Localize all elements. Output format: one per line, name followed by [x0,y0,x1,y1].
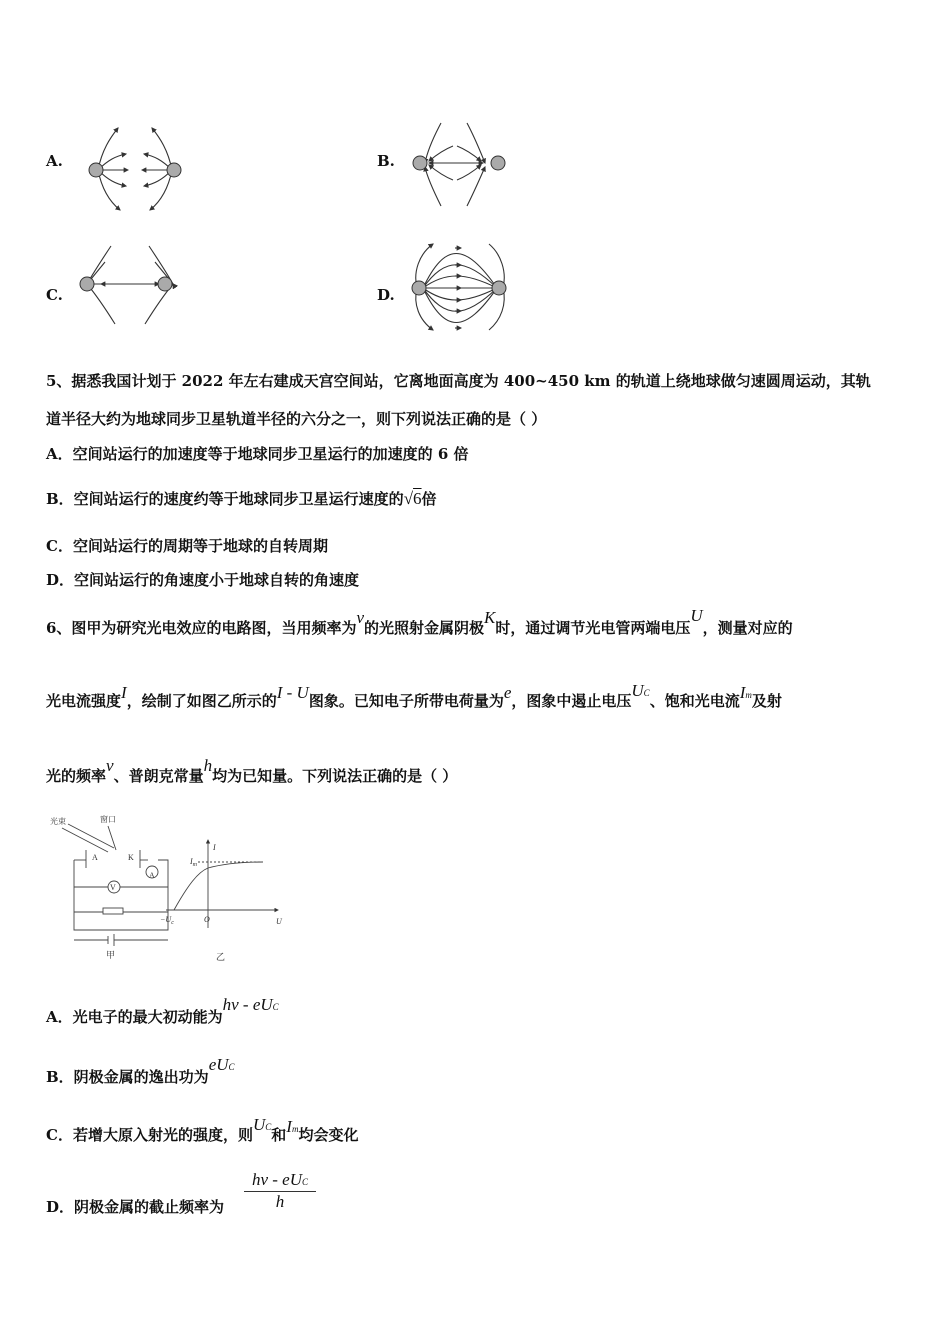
q5-stem-line1: 5、据悉我国计划于 2022 年左右建成天宫空间站，它离地面高度为 400~450 km 的轨道上绕地球做匀速圆周运动，其轨 [46,372,871,390]
q6-option-b-text: B．阴极金属的逸出功为 [46,1068,209,1086]
q6-text: 光电流强度 [46,692,122,710]
q6-text: ，绘制了如图乙所示的 [126,692,277,710]
q6-option-c-text: C．若增大原入射光的强度，则 [46,1126,253,1144]
field-diagram-c [75,240,185,330]
fig-neg-uc-sub: c [171,920,174,926]
symbol-uc [631,681,649,700]
q6-option-b-sub: C [228,1062,235,1072]
fig-light-label: 光束 [50,817,66,826]
q6-stem-line3 [46,756,458,786]
q6-text: ，图象中遏止电压 [511,692,632,710]
q5-option-c: C．空间站运行的周期等于地球的自转周期 [46,537,328,555]
q5-option-b-text: B．空间站运行的速度约等于地球同步卫星运行速度的 [46,490,404,508]
q5-stem-line2: 道半径大约为地球同步卫星轨道半径的六分之一，则下列说法正确的是（ ） [46,410,547,428]
q6-option-c-uc-sub: C [265,1122,272,1132]
symbol-im-sub: m [745,690,752,700]
q6-option-d-fraction [244,1170,316,1212]
symbol-h: h [203,756,213,775]
q6-option-c-suffix: 均会变化 [298,1126,359,1144]
fraction-denominator: h [275,1192,285,1211]
q5-option-b [46,488,437,509]
fraction-numerator-text: hν - eU [251,1170,302,1189]
symbol-k: K [484,608,496,627]
q6-option-c-im-main: I [286,1117,292,1136]
symbol-im-main: I [739,683,746,702]
symbol-uc-main: U [631,681,644,700]
q6-option-b [46,1055,235,1087]
option-a-label: A. [46,152,63,170]
q6-option-c-and: 和 [271,1126,287,1144]
q6-option-c-im-sub: m [291,1124,299,1134]
q5-option-b-radicand: 6 [413,489,422,508]
fraction-numerator [244,1170,316,1192]
fig-window-label: 窗口 [100,815,116,824]
symbol-e: e [503,683,512,702]
q6-stem-line1 [46,606,793,638]
q6-option-d-text: D．阴极金属的截止频率为 [46,1198,225,1216]
q6-option-b-formula: eU [208,1055,229,1074]
q6-option-d [46,1196,224,1217]
symbol-v: v [356,608,364,627]
q6-option-a-sub: C [272,1002,279,1012]
q6-text: 及射 [751,692,782,710]
fig-origin: O [204,915,210,924]
q5-option-d: D．空间站运行的角速度小于地球自转的角速度 [46,571,360,589]
sqrt-icon: √6 [403,489,422,508]
symbol-im [740,683,752,702]
fig-im-label [189,857,198,868]
q6-text: 时，通过调节光电管两端电压 [495,619,691,637]
q6-option-c-uc-main: U [252,1115,266,1134]
fig-im-main: I [190,857,193,866]
fig-i-axis: I [213,843,216,852]
q6-option-c [46,1115,359,1145]
q6-figure [48,810,288,965]
q6-option-c-uc [253,1115,271,1134]
fig-yi-label: 乙 [216,952,226,962]
q6-text: 的光照射金属阴极 [364,619,485,637]
option-b-label: B. [377,152,395,170]
q6-text: 图象。已知电子所带电荷量为 [308,692,504,710]
q6-text: ，测量对应的 [702,619,793,637]
symbol-i-u: I - U [276,683,309,702]
option-c-label: C. [46,286,63,304]
q6-option-b-math [209,1055,235,1074]
q6-text: 、普朗克常量 [113,767,204,785]
fig-neg-uc-main: −U [160,915,172,924]
q6-option-c-im [286,1117,298,1136]
q5-option-b-suffix: 倍 [421,490,437,508]
fig-u-axis: U [276,917,282,926]
option-d-label: D. [377,286,395,304]
fraction-numerator-sub: C [302,1177,309,1187]
fig-im-sub: m [192,862,198,868]
fig-neg-uc [160,915,174,926]
symbol-u: U [690,606,703,625]
fig-jia-label: 甲 [106,950,116,960]
q6-option-a-text: A．光电子的最大初动能为 [46,1008,223,1026]
field-diagram-b [405,118,515,213]
symbol-v: v [106,756,114,775]
fig-k-small: K [128,853,134,862]
field-diagram-a [80,120,190,215]
field-diagram-d [405,242,515,332]
q6-option-a [46,995,279,1027]
q6-option-a-formula: hν - eU [222,995,273,1014]
symbol-i: I [121,683,127,702]
q5-option-a: A．空间站运行的加速度等于地球同步卫星运行的加速度的 6 倍 [46,445,469,463]
fig-voltmeter-label: V [110,883,116,892]
q6-text: 均为已知量。下列说法正确的是（ ） [212,767,458,785]
fig-a-small: A [92,853,98,862]
q6-text: 光的频率 [46,767,107,785]
symbol-uc-sub: C [643,688,650,698]
fig-ammeter-label: A [149,871,155,880]
q6-stem-line2 [46,681,782,711]
q6-text: 、饱和光电流 [649,692,740,710]
q6-option-a-math [223,995,279,1014]
q6-text: 6、图甲为研究光电效应的电路图，当用频率为 [46,619,357,637]
